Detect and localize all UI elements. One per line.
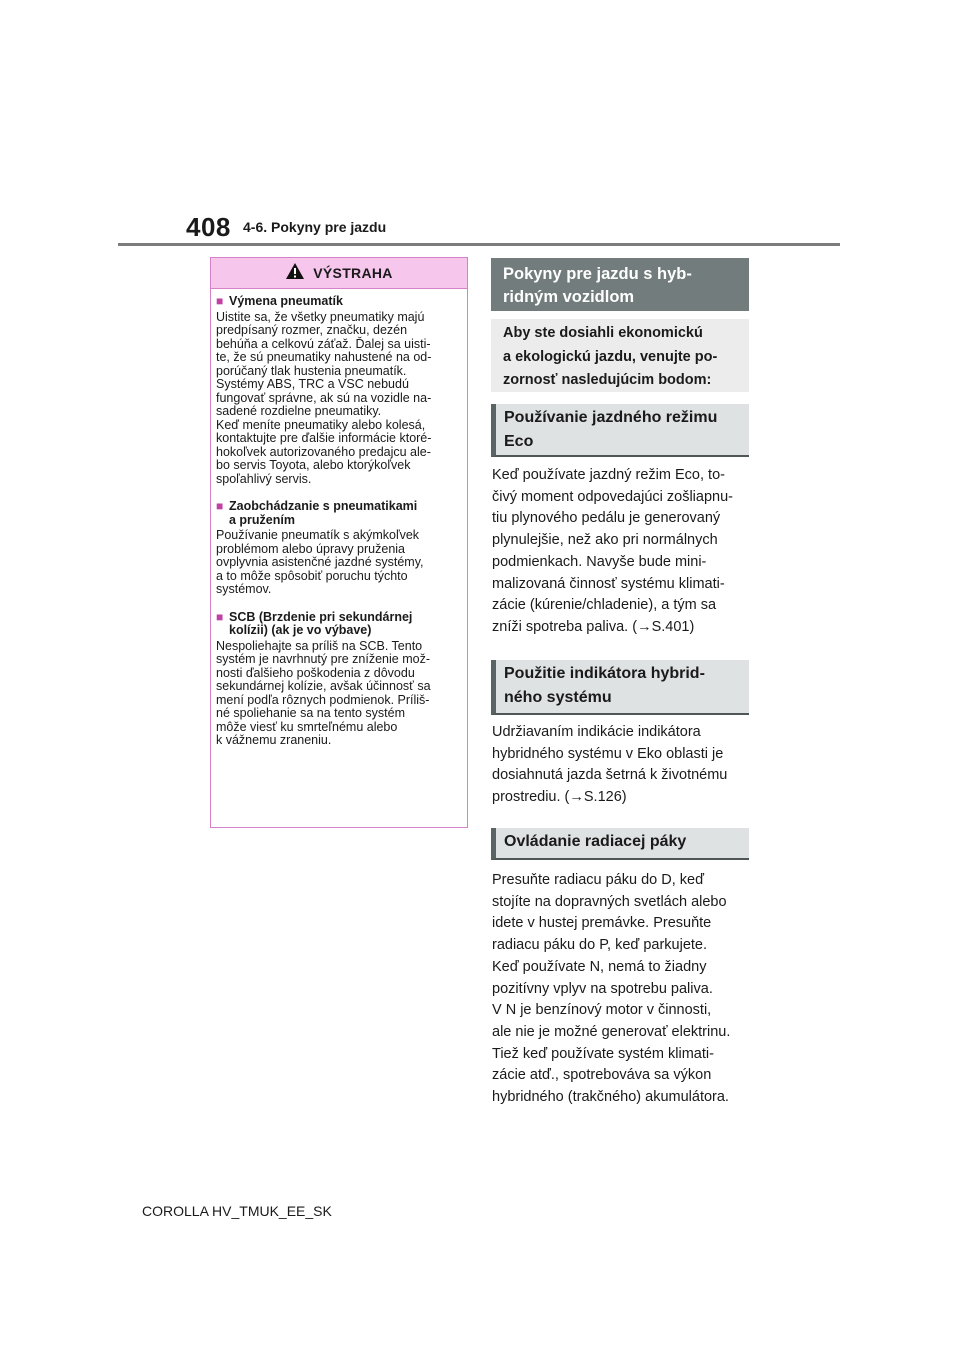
warning-text: Uistite sa, že všetky pneumatiky majú predpísaný rozmer, značku, dezén behúňa a celkovú záťaž. Ďalej sa uisti- te, že sú pneumatiky nahustené na od- porúčaný tlak hustenia pneumatík. Systémy ABS, TRC a VSC nebudú fungovať správne, ak sú na vozidle na- sadené rozdielne pneumatiky. Keď meníte pneumatiky alebo kolesá, kontaktujte pre ďalšie informácie ktoré- hokoľvek autorizovaného predajcu ale- bo servis Toyota, alebo ktorýkoľvek spoľahlivý servis. [216,309,432,486]
subheading-shift-lever: Ovládanie radiacej páky [491,828,749,860]
warning-heading: ■ Zaobchádzanie s pneumatikami a pružením [216,499,418,527]
warning-triangle-icon [285,262,305,285]
warning-title: VÝSTRAHA [313,265,393,281]
warning-section-tires [216,295,462,486]
subheading-eco-mode: Používanie jazdného režimu Eco [491,404,749,457]
warning-heading: ■ SCB (Brzdenie pri sekundárnej kolízii) (ak je vo výbave) [216,609,413,637]
chapter-title: 4-6. Pokyny pre jazdu [243,219,387,235]
shift-lever-text: Presuňte radiacu páku do D, keď stojíte na dopravných svetlách alebo idete v hustej premávke. Presuňte radiacu páku do P, keď parkujete. Keď používate N, nemá to žiadny pozitívny vplyv na spotrebu paliva. V N je benzínový motor v činnosti, ale nie je možné generovať elektrinu. Tiež keď používate systém klimati- zácie atď., spotrebováva sa výkon hybridného (trakčného) akumulátora. [492,872,731,1106]
section-banner: Pokyny pre jazdu s hyb- ridným vozidlom [491,258,749,311]
footer-model-code: COROLLA HV_TMUK_EE_SK [142,1203,332,1219]
warning-text: Používanie pneumatík s akýmkoľvek problémom alebo úpravy pruženia ovplyvnia asistenčné jazdné systémy, a to môže spôsobiť poruchu týchto systémov. [216,528,424,596]
page-number: 408 [186,212,231,242]
hybrid-indicator-text: Udržiavaním indikácie indikátora hybridného systému v Eko oblasti je dosiahnutá jazda šetrná k životnému prostrediu. (→S.126) [492,724,728,806]
subheading-hybrid-indicator: Použitie indikátora hybrid- ného systému [491,660,749,715]
eco-mode-text: Keď používate jazdný režim Eco, to- čivý moment odpovedajúci zošliapnu- tiu plynového pedálu je generovaný plynulejšie, než ako pri normálnych podmienkach. Navyše bude mini- malizovaná činnosť systému klimati- zácie (kúrenie/chladenie), a tým sa zníži spotreba paliva. (→S.401) [492,467,733,635]
warning-section-scb [216,611,462,748]
warning-body [211,289,467,748]
warning-header [211,258,467,289]
bullet-square-icon: ■ [216,294,224,308]
header-rule [118,243,840,246]
warning-heading: ■ Výmena pneumatík [216,294,343,308]
warning-text: Nespoliehajte sa príliš na SCB. Tento systém je navrhnutý pre zníženie mož- nosti ďalšieho poškodenia z dôvodu sekundárnej kolízie, avšak účinnosť sa mení podľa rôznych podmienok. Príliš- né spoliehanie sa na tento systém môže viesť ku smrteľnému alebo k vážnemu zraneniu. [216,638,431,747]
bullet-square-icon: ■ [216,609,224,624]
warning-box [210,257,468,828]
warning-section-suspension [216,500,462,597]
intro-box: Aby ste dosiahli ekonomickú a ekologickú jazdu, venujte po- zornosť nasledujúcim bodom: [491,319,749,392]
bullet-square-icon: ■ [216,499,224,513]
